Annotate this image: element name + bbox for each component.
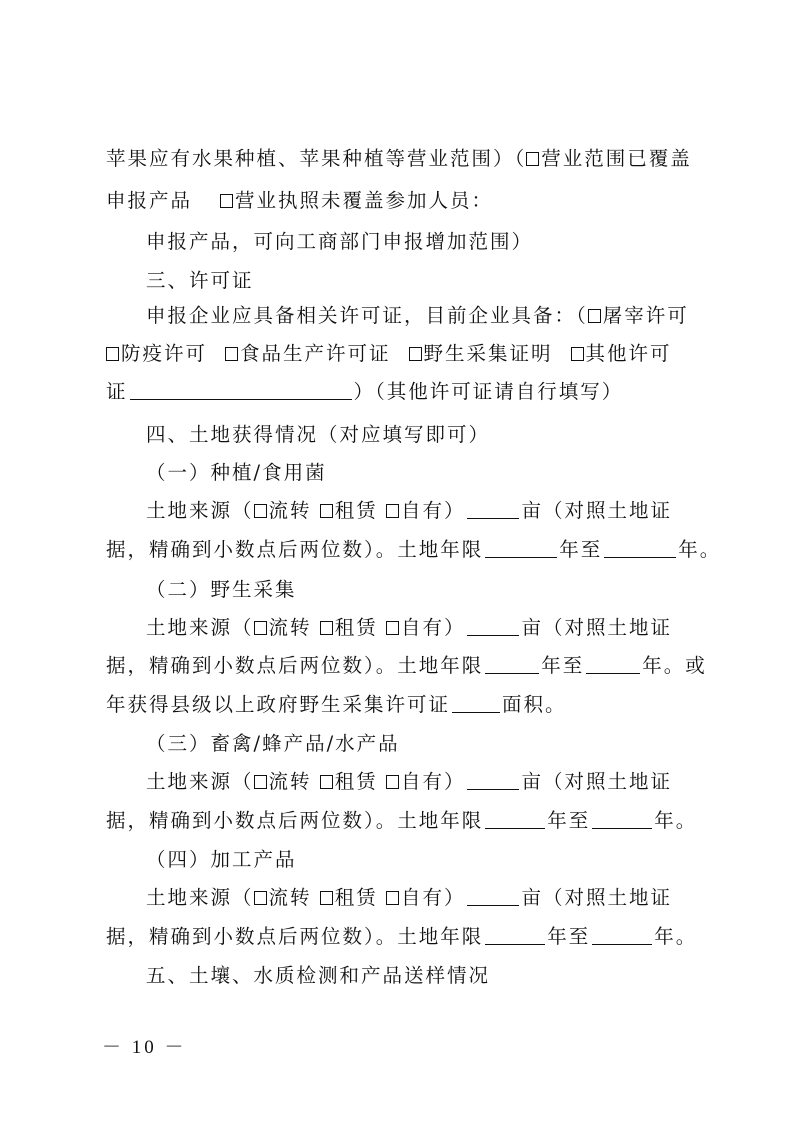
text: 据，精确到小数点后两位数）。土地年限 [106, 809, 484, 832]
heading-soil-water [146, 963, 490, 989]
line-apply-scope [146, 229, 533, 255]
area-field[interactable] [467, 770, 519, 790]
text: （四）加工产品 [146, 848, 297, 871]
text: 野生采集证明 [423, 342, 553, 365]
text: 租赁 [334, 616, 378, 639]
checkbox-own[interactable] [386, 504, 399, 518]
year-end-field[interactable] [592, 809, 652, 829]
text: 亩（对照土地证 [521, 499, 672, 522]
text: 申报企业应具备相关许可证，目前企业具备：（ [146, 304, 588, 327]
text: 年至 [559, 538, 603, 561]
line-land-years-1 [106, 537, 721, 563]
text: 流转 [268, 770, 312, 793]
year-end-field[interactable] [592, 925, 652, 945]
permit-area-field[interactable] [452, 693, 500, 713]
text: 据，精确到小数点后两位数）。土地年限 [106, 925, 484, 948]
area-field[interactable] [467, 499, 519, 519]
text: 申报产品，可向工商部门申报增加范围） [146, 230, 534, 253]
heading-processing [146, 847, 297, 873]
text: 土地来源（ [146, 499, 254, 522]
year-end-field[interactable] [586, 654, 640, 674]
text: 据，精确到小数点后两位数）。土地年限 [106, 538, 484, 561]
text: 自有） [400, 499, 466, 522]
text: 据，精确到小数点后两位数）。土地年限 [106, 654, 484, 677]
text: 年至 [541, 654, 585, 677]
page-number: － 10 － [102, 1037, 187, 1058]
text: 亩（对照土地证 [521, 616, 672, 639]
text: 年至 [547, 809, 591, 832]
checkbox-lease[interactable] [320, 775, 333, 789]
checkbox-lease[interactable] [320, 504, 333, 518]
text: 亩（对照土地证 [521, 886, 672, 909]
checkbox-scope-not-covered[interactable] [220, 194, 233, 208]
text: 年。 [678, 538, 722, 561]
checkbox-epidemic-license[interactable] [106, 347, 119, 361]
text: 食品生产许可证 [240, 342, 391, 365]
heading-land [146, 422, 490, 448]
text: 土地来源（ [146, 770, 254, 793]
text: 年至 [547, 925, 591, 948]
line-wild-permit [106, 692, 567, 718]
text: 流转 [268, 616, 312, 639]
year-start-field[interactable] [485, 809, 545, 829]
text: 申报产品 [106, 189, 193, 212]
line-license-intro [146, 303, 689, 329]
text: （三）畜禽/蜂产品/水产品 [146, 732, 400, 755]
line-land-years-3 [106, 808, 697, 834]
text: 流转 [268, 886, 312, 909]
line-scope-not-covered [106, 188, 493, 214]
text: （二）野生采集 [146, 578, 297, 601]
checkbox-transfer[interactable] [254, 891, 267, 905]
line-other-license [106, 379, 623, 405]
line-land-years-4 [106, 924, 697, 950]
text: 证 [106, 380, 128, 403]
heading-planting [146, 460, 327, 486]
text: 苹果应有水果种植、苹果种植等营业范围）（ [106, 147, 527, 170]
checkbox-transfer[interactable] [254, 775, 267, 789]
year-start-field[interactable] [485, 654, 539, 674]
line-land-source-4 [146, 885, 672, 911]
text: 自有） [400, 770, 466, 793]
text: 年。或 [642, 654, 707, 677]
text: 防疫许可 [121, 342, 208, 365]
line-business-scope [106, 146, 692, 172]
line-license-options [106, 341, 672, 367]
checkbox-lease[interactable] [320, 891, 333, 905]
checkbox-wild-collection-proof[interactable] [409, 347, 422, 361]
heading-livestock [146, 731, 400, 757]
checkbox-own[interactable] [386, 621, 399, 635]
checkbox-scope-covered[interactable] [526, 152, 539, 166]
area-field[interactable] [467, 886, 519, 906]
text: 年。 [654, 925, 698, 948]
text: 三、许可证 [146, 269, 254, 292]
year-end-field[interactable] [604, 538, 676, 558]
checkbox-slaughter-license[interactable] [588, 309, 601, 323]
text: 自有） [400, 616, 466, 639]
text: 流转 [268, 499, 312, 522]
text: 租赁 [334, 499, 378, 522]
text: 亩（对照土地证 [521, 770, 672, 793]
year-start-field[interactable] [485, 538, 557, 558]
line-land-years-2 [106, 653, 707, 679]
line-land-source-3 [146, 769, 672, 795]
text: 屠宰许可 [602, 304, 689, 327]
text: 租赁 [334, 770, 378, 793]
checkbox-food-production-license[interactable] [225, 347, 238, 361]
text: 自有） [400, 886, 466, 909]
text: 年获得县级以上政府野生采集许可证 [106, 693, 451, 716]
text: 年。 [654, 809, 698, 832]
text: （一）种植/食用菌 [146, 461, 327, 484]
area-field[interactable] [467, 616, 519, 636]
text: 其他许可 [585, 342, 672, 365]
text: 租赁 [334, 886, 378, 909]
year-start-field[interactable] [485, 925, 545, 945]
text: ）（其他许可证请自行填写） [353, 380, 624, 403]
text: 土地来源（ [146, 886, 254, 909]
checkbox-transfer[interactable] [254, 621, 267, 635]
heading-license [146, 268, 254, 294]
text: 土地来源（ [146, 616, 254, 639]
text: 面积。 [502, 693, 567, 716]
other-license-field[interactable] [130, 380, 352, 400]
checkbox-other-license[interactable] [571, 347, 584, 361]
text: 营业范围已覆盖 [541, 147, 692, 170]
line-land-source-2 [146, 615, 672, 641]
heading-wild-collection [146, 577, 297, 603]
checkbox-transfer[interactable] [254, 504, 267, 518]
line-land-source-1 [146, 498, 672, 524]
text: 四、土地获得情况（对应填写即可） [146, 423, 491, 446]
text: 五、土壤、水质检测和产品送样情况 [146, 964, 491, 987]
text: 营业执照未覆盖参加人员： [235, 189, 494, 212]
checkbox-own[interactable] [386, 891, 399, 905]
checkbox-lease[interactable] [320, 621, 333, 635]
checkbox-own[interactable] [386, 775, 399, 789]
